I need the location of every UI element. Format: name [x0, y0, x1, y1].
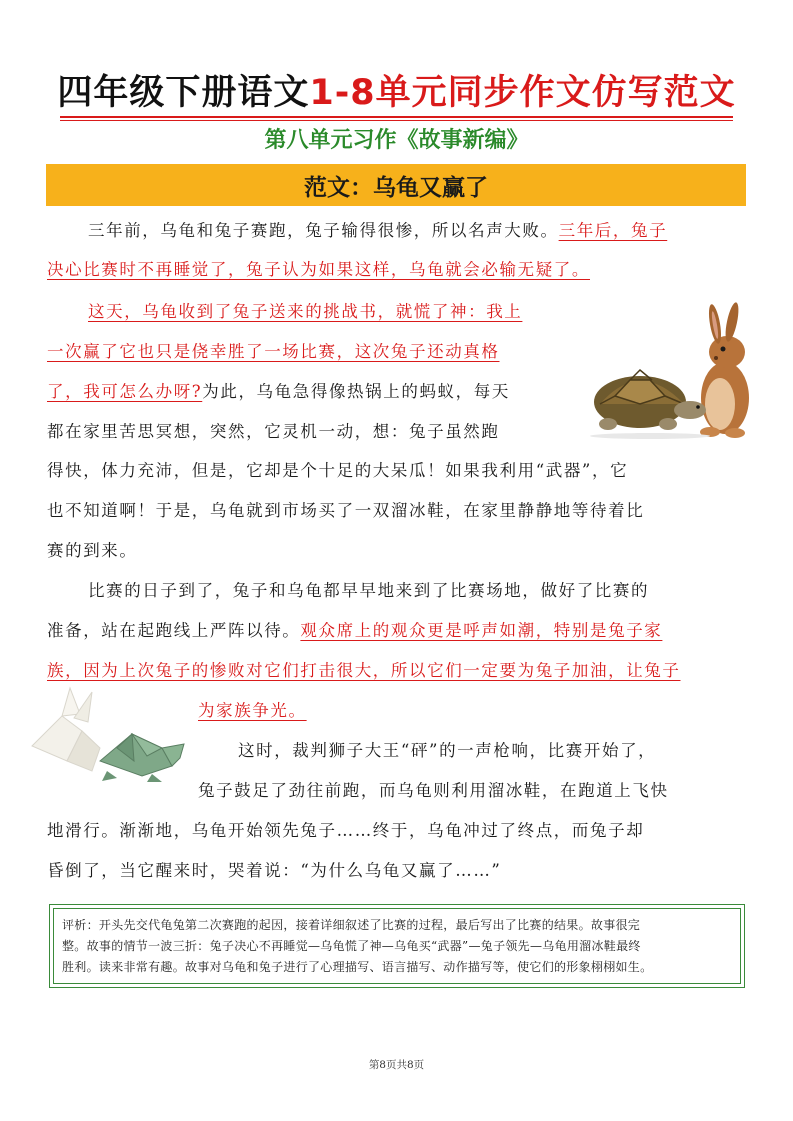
text-span: 三年前，乌龟和兔子赛跑，兔子输得很惨，所以名声大败。 [88, 221, 559, 240]
title-underline-2 [60, 120, 733, 121]
comment-line-3: 胜利。读来非常有趣。故事对乌龟和兔子进行了心理描写、语言描写、动作描写等，使它们的形象栩栩如生。 [62, 960, 653, 974]
para1-line1 [88, 219, 667, 243]
highlight-span: 了，我可怎么办呀? [47, 382, 203, 401]
para4-line1: 这时，裁判狮子大王“砰”的一声枪响，比赛开始了， [238, 741, 657, 760]
essay-title-banner [46, 164, 746, 206]
highlight-span: 这天，乌龟收到了兔子送来的挑战书，就慌了神：我上 [88, 302, 523, 321]
para2-line4: 都在家里苦思冥想，突然，它灵机一动，想：兔子虽然跑 [47, 422, 500, 441]
para2-line3 [47, 380, 510, 404]
highlight-span: 族，因为上次兔子的惨败对它们打击很大，所以它们一定要为兔子加油，让兔子 [47, 661, 681, 680]
para4-line4: 昏倒了，当它醒来时，哭着说：“为什么乌龟又赢了……” [47, 861, 502, 880]
subtitle: 第八单元习作《故事新编》 [264, 128, 529, 153]
comment-line-1: 评析：开头先交代龟兔第二次赛跑的起因，接着详细叙述了比赛的过程，最后写出了比赛的结果。故事很完 [62, 918, 641, 932]
para4-line2: 兔子鼓足了劲往前跑，而乌龟则利用溜冰鞋，在跑道上飞快 [198, 781, 669, 800]
text-span: 准备，站在起跑线上严阵以待。 [47, 621, 301, 640]
para2-line7: 赛的到来。 [47, 541, 138, 560]
text-span: 为此，乌龟急得像热锅上的蚂蚁，每天 [202, 382, 510, 401]
highlight-span: 一次赢了它也只是侥幸胜了一场比赛，这次兔子还动真格 [47, 342, 500, 361]
para1-line2 [47, 258, 590, 282]
highlight-span: 决心比赛时不再睡觉了，兔子认为如果这样，乌龟就会必输无疑了。 [47, 260, 590, 279]
comment-line-2: 整。故事的情节一波三折：兔子决心不再睡觉—乌龟慌了神—乌龟买“武器”—兔子领先—乌龟用溜冰鞋最终 [62, 939, 641, 953]
para3-line2 [47, 619, 662, 643]
highlight-span: 观众席上的观众更是呼声如潮，特别是兔子家 [300, 621, 663, 640]
para2-line2 [47, 340, 500, 364]
para3-line3 [47, 659, 681, 683]
essay-title: 范文：乌龟又赢了 [304, 174, 488, 201]
highlight-span: 三年后，兔子 [558, 221, 668, 240]
para2-line5: 得快，体力充沛，但是，它却是个十足的大呆瓜！如果我利用“武器”，它 [47, 461, 629, 480]
para2-line1 [88, 300, 522, 324]
page-title [0, 68, 793, 118]
title-part1: 四年级下册语文 [57, 73, 310, 113]
title-underline-1 [60, 116, 733, 118]
turtle-and-rabbit-photo [580, 300, 755, 442]
title-part2: 1-8单元同步作文仿写范文 [309, 73, 736, 113]
page-footer: 第8页共8页 [368, 1059, 425, 1071]
para3-line1: 比赛的日子到了，兔子和乌龟都早早地来到了比赛场地，做好了比赛的 [88, 581, 650, 600]
para3-line4 [198, 699, 307, 723]
highlight-span: 为家族争光。 [198, 701, 307, 720]
origami-rabbit-and-turtle [22, 686, 192, 786]
para4-line3: 地滑行。渐渐地，乌龟开始领先兔子……终于，乌龟冲过了终点，而兔子却 [47, 821, 645, 840]
para2-line6: 也不知道啊！于是，乌龟就到市场买了一双溜冰鞋，在家里静静地等待着比 [47, 501, 645, 520]
